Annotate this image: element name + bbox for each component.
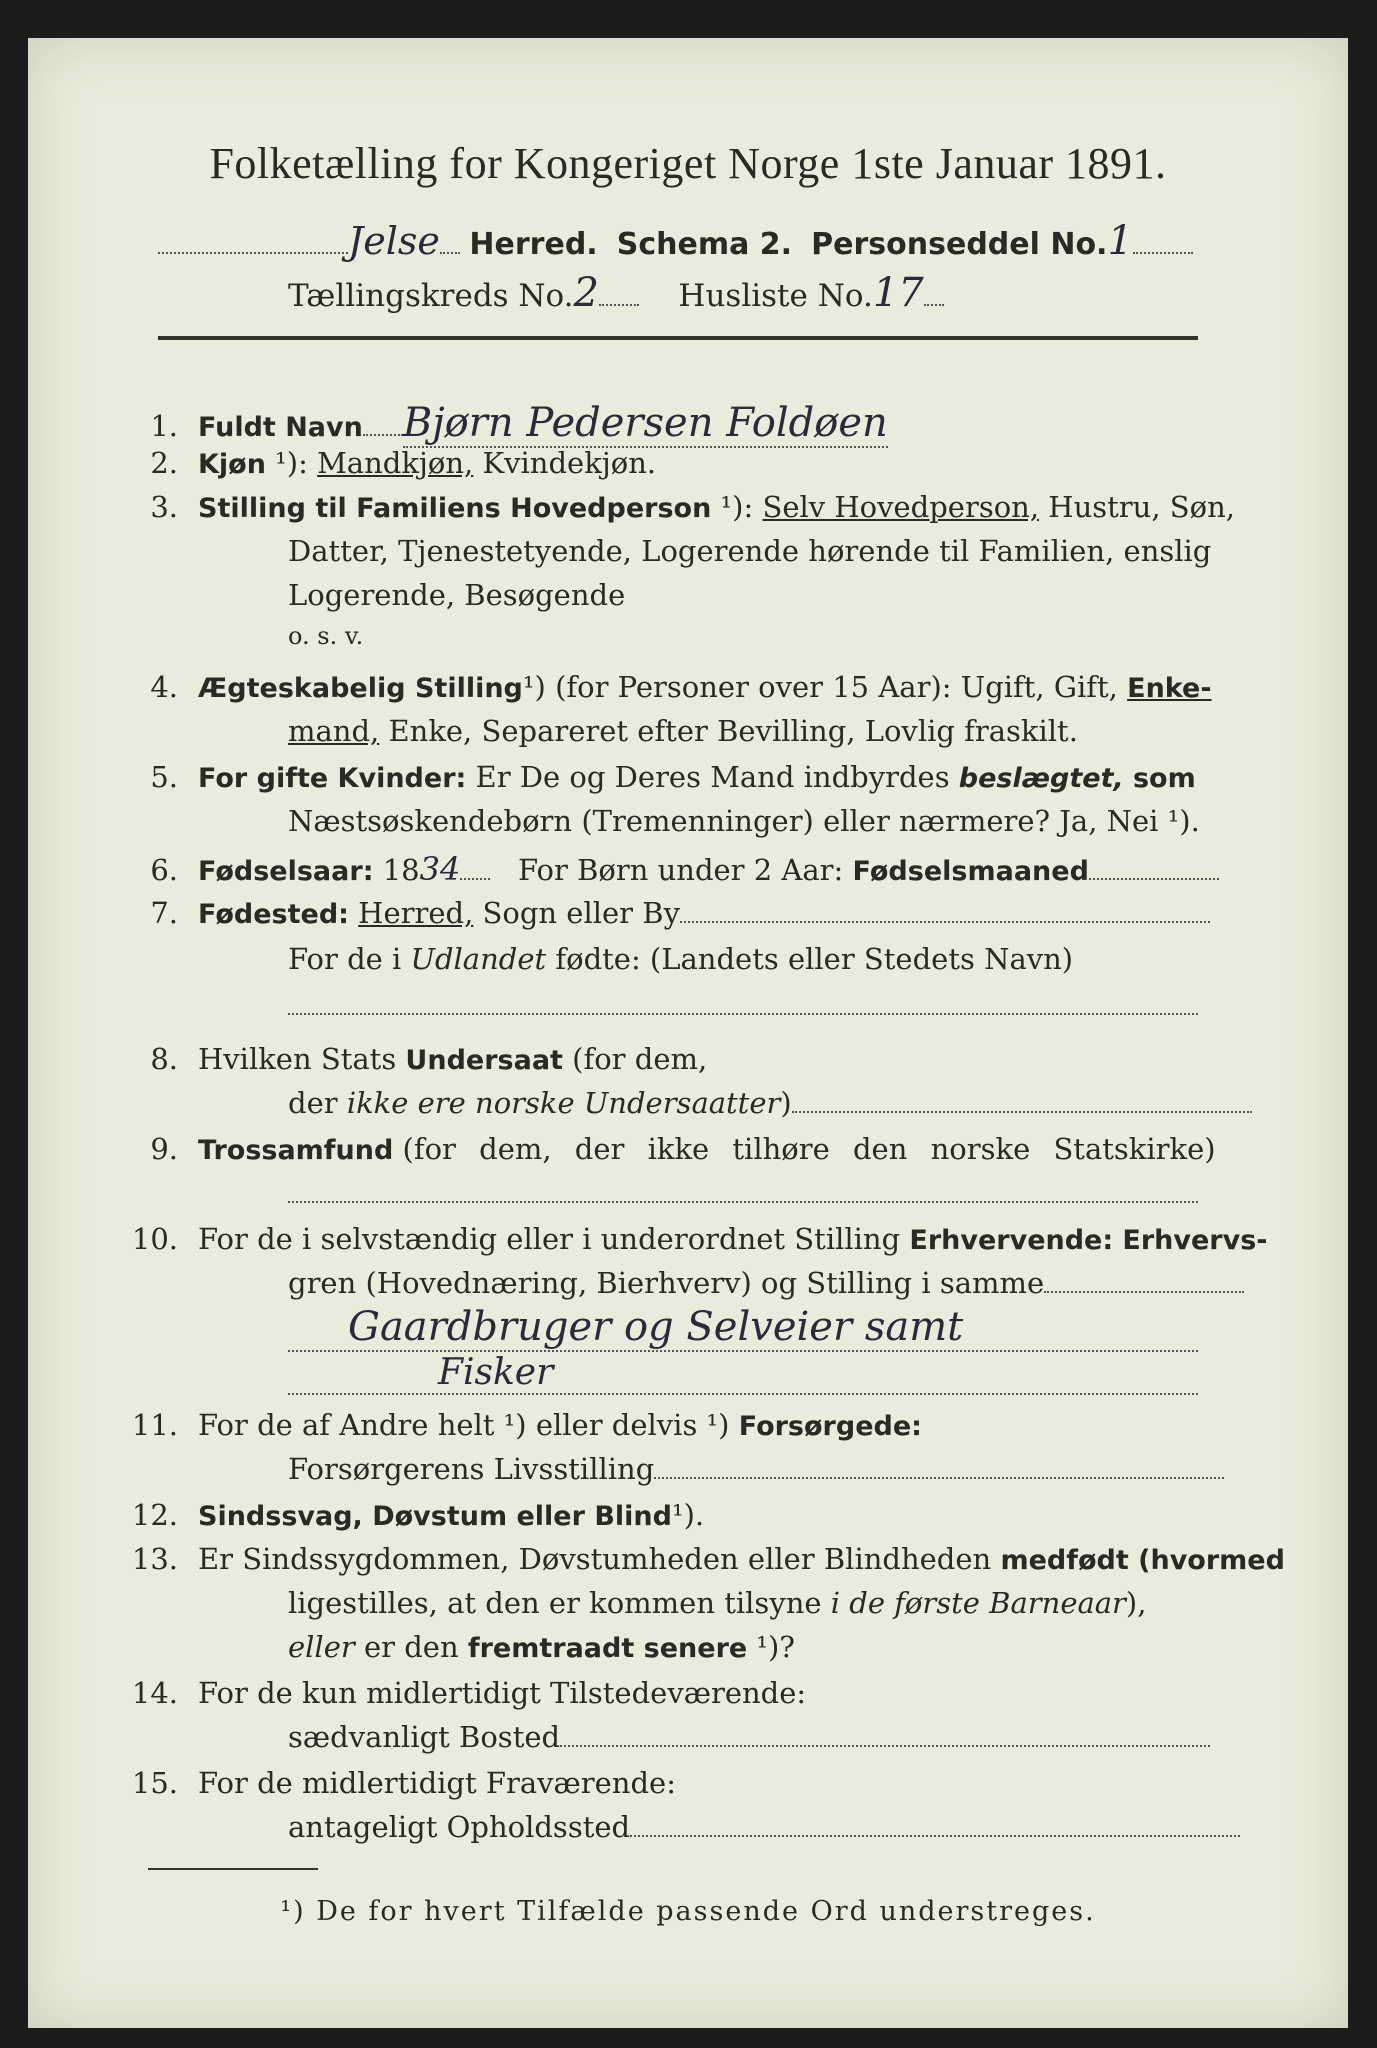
header-rule bbox=[158, 336, 1198, 340]
item-11-line-2: Forsørgerens Livsstilling bbox=[288, 1452, 1224, 1486]
item-14: 14. For de kun midlertidigt Tilstedeværende: bbox=[131, 1676, 807, 1710]
item-6: 6. Fødselsaar: 1834 For Børn under 2 Aar: Fødselsmaaned bbox=[128, 850, 1219, 888]
item-1: 1. Fuldt Navn Bjørn Pedersen Foldøen bbox=[150, 400, 888, 446]
item-3-line-3: Logerende, Besøgende bbox=[288, 578, 626, 612]
footnote-rule bbox=[148, 1868, 318, 1870]
birth-year-value: 34 bbox=[419, 850, 461, 888]
item-5: 5. For gifte Kvinder: Er De og Deres Mand indbyrdes beslægtet, som bbox=[150, 760, 1196, 794]
item-8-line-2: der ikke ere norske Undersaatter) bbox=[288, 1086, 1252, 1120]
kreds-value: 2 bbox=[573, 270, 599, 316]
occupation-value-2: Fisker bbox=[438, 1352, 554, 1393]
item-15: 15. For de midlertidigt Fraværende: bbox=[131, 1766, 676, 1800]
personseddel-value: 1 bbox=[1107, 218, 1133, 264]
occupation-value-1: Gaardbruger og Selveier samt bbox=[348, 1304, 964, 1350]
item-10-line-4 bbox=[288, 1352, 1198, 1395]
personseddel-label: Personseddel No. bbox=[811, 227, 1108, 262]
marital-selected-2: mand, bbox=[288, 714, 380, 748]
herred-value: Jelse bbox=[348, 219, 440, 263]
header-line-2 bbox=[288, 270, 944, 316]
item-10-line-2: gren (Hovednæring, Bierhverv) og Stilling i samme bbox=[288, 1266, 1244, 1300]
census-form bbox=[28, 38, 1348, 2028]
item-15-line-2: antageligt Opholdssted bbox=[288, 1810, 1240, 1844]
item-10: 10. For de i selvstændig eller i underordnet Stilling Erhvervende: Erhvervs- bbox=[131, 1222, 1268, 1256]
kreds-label: Tællingskreds No. bbox=[288, 278, 574, 314]
item-3: 3. Stilling til Familiens Hovedperson ¹): Selv Hovedperson, Hustru, Søn, bbox=[150, 490, 1235, 524]
husliste-label: Husliste No. bbox=[678, 278, 873, 314]
herred-label: Herred. bbox=[469, 227, 598, 262]
item-14-line-2: sædvanligt Bosted bbox=[288, 1720, 1210, 1754]
item-5-line-2: Næstsøskendebørn (Tremenninger) eller nærmere? Ja, Nei ¹). bbox=[288, 804, 1200, 838]
item-9: 9. Trossamfund (for dem, der ikke tilhøre den norske Statskirke) bbox=[150, 1132, 1216, 1166]
item-8: 8. Hvilken Stats Undersaat (for dem, bbox=[150, 1042, 708, 1076]
item-4: 4. Ægteskabelig Stilling¹) (for Personer over 15 Aar): Ugift, Gift, Enke- bbox=[150, 670, 1212, 704]
gender-selected: Mandkjøn, bbox=[317, 446, 474, 480]
item-13-line-2: ligestilles, at den er kommen tilsyne i de første Barneaar), bbox=[288, 1586, 1147, 1620]
footnote: ¹) De for hvert Tilfælde passende Ord understreges. bbox=[280, 1896, 1096, 1927]
family-position-selected: Selv Hovedperson, bbox=[762, 490, 1040, 524]
item-7-line-2: For de i Udlandet fødte: (Landets eller Stedets Navn) bbox=[288, 942, 1074, 976]
item-2: 2. Kjøn ¹): Mandkjøn, Kvindekjøn. bbox=[150, 446, 657, 480]
item-13: 13. Er Sindssygdommen, Døvstumheden eller Blindheden medfødt (hvormed bbox=[131, 1542, 1285, 1576]
item-3-line-4: o. s. v. bbox=[288, 622, 364, 650]
form-title: Folketælling for Kongeriget Norge 1ste Januar 1891. bbox=[209, 139, 1167, 188]
item-13-line-3: eller er den fremtraadt senere ¹)? bbox=[288, 1630, 795, 1664]
schema-label: Schema 2. bbox=[616, 227, 793, 262]
item-3-line-2: Datter, Tjenestetyende, Logerende hørende til Familien, enslig bbox=[288, 534, 1212, 568]
item-11: 11. For de af Andre helt ¹) eller delvis ¹) Forsørgede: bbox=[131, 1408, 922, 1442]
item-10-line-3 bbox=[288, 1304, 1198, 1352]
header-line-1 bbox=[158, 218, 1193, 264]
full-name-value: Bjørn Pedersen Foldøen bbox=[402, 400, 888, 446]
item-7: 7. Fødested: Herred, Sogn eller By bbox=[128, 896, 1210, 930]
husliste-value: 17 bbox=[872, 270, 924, 316]
birthplace-selected: Herred, bbox=[358, 896, 474, 930]
item-4-line-2: mand, Enke, Separeret efter Bevilling, Lovlig fraskilt. bbox=[288, 714, 1078, 748]
marital-selected-1: Enke- bbox=[1127, 673, 1212, 704]
item-12: 12. Sindssvag, Døvstum eller Blind¹). bbox=[131, 1498, 705, 1532]
